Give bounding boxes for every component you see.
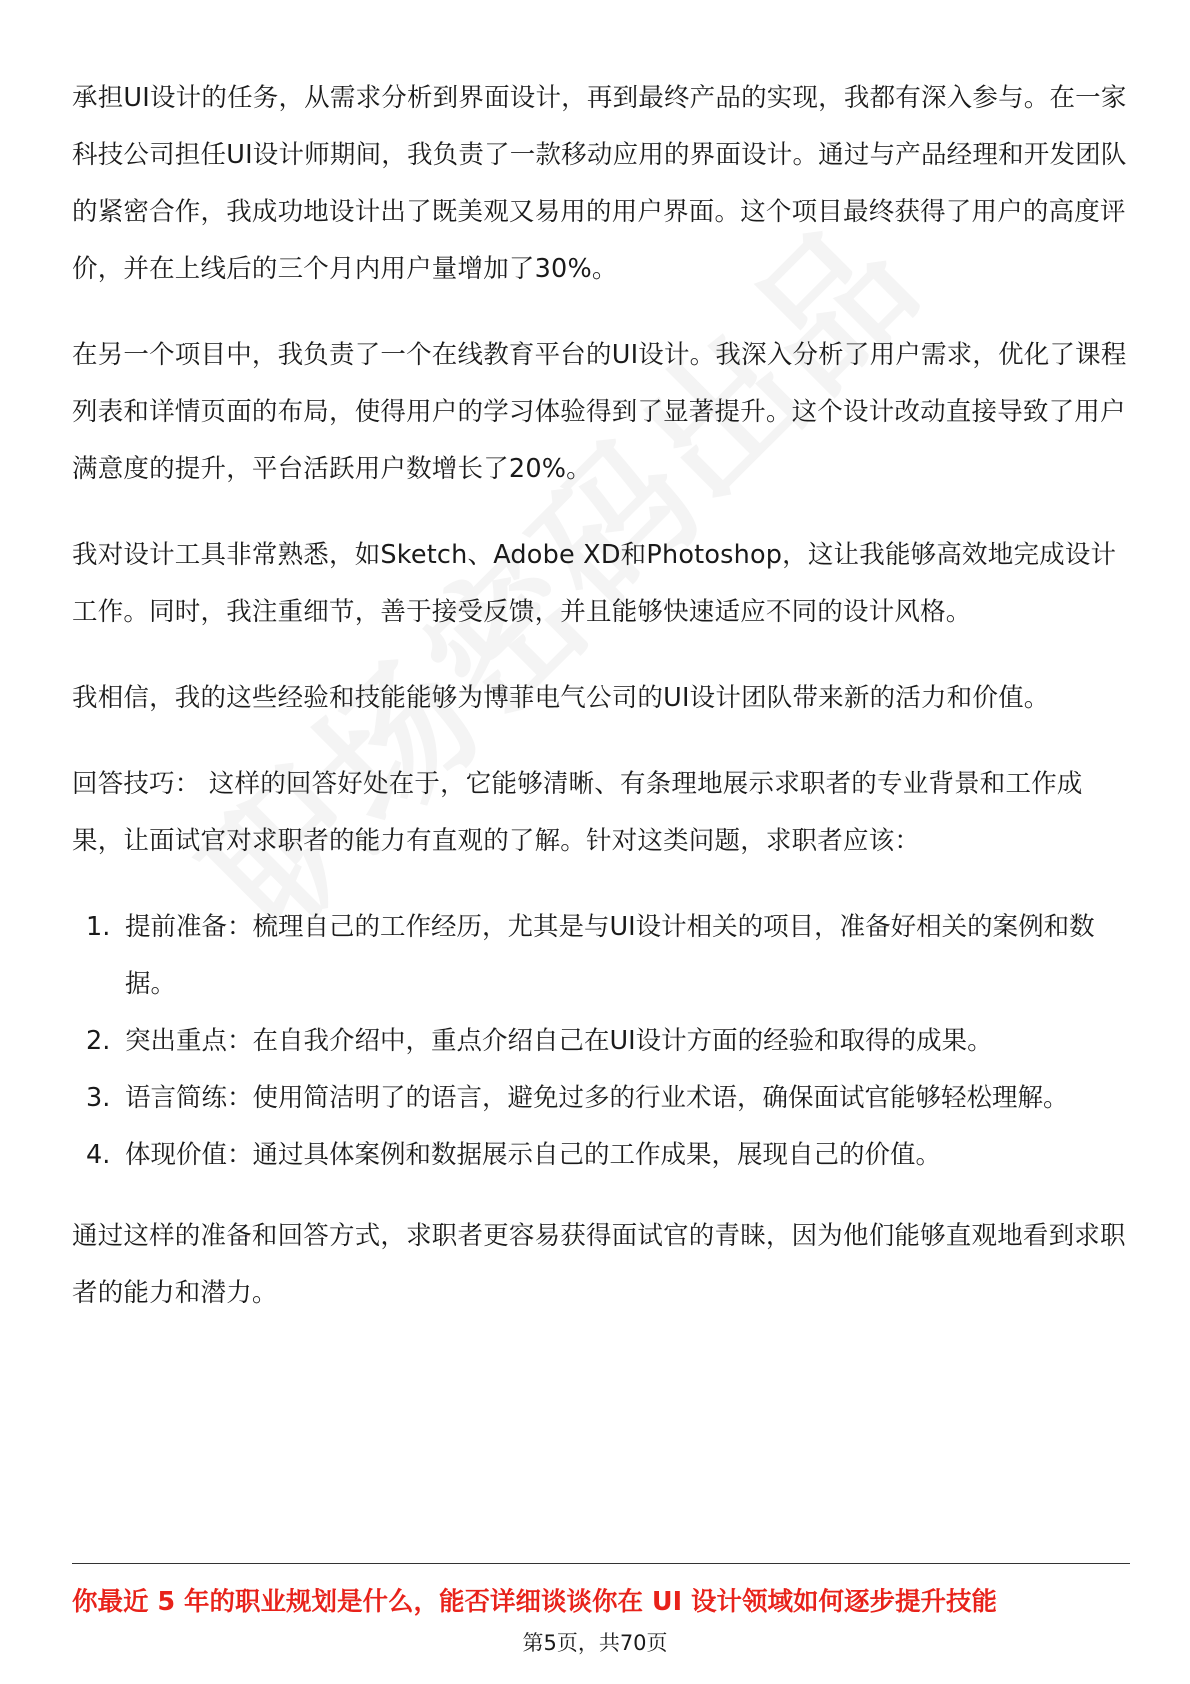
paragraph-belief: 我相信，我的这些经验和技能能够为博菲电气公司的UI设计团队带来新的活力和价值。	[72, 683, 1050, 713]
list-item	[72, 1070, 1132, 1127]
paragraph-tools: 我对设计工具非常熟悉，如Sketch、Adobe XD和Photoshop，这让我能够高效地完成设计工作。同时，我注重细节，善于接受反馈，并且能够快速适应不同的设计风格。	[72, 540, 1117, 627]
tips-list	[72, 899, 1132, 1184]
list-item-number: 3.	[86, 1083, 111, 1113]
list-item	[72, 1013, 1132, 1070]
list-item-text: 突出重点：在自我介绍中，重点介绍自己在UI设计方面的经验和取得的成果。	[125, 1026, 993, 1056]
list-item-number: 1.	[86, 912, 111, 942]
paragraph-conclusion: 通过这样的准备和回答方式，求职者更容易获得面试官的青睐，因为他们能够直观地看到求职者的能力和潜力。	[72, 1221, 1126, 1308]
list-item-number: 2.	[86, 1026, 111, 1056]
paragraph-answer-tips: 回答技巧： 这样的回答好处在于，它能够清晰、有条理地展示求职者的专业背景和工作成果，让面试官对求职者的能力有直观的了解。针对这类问题，求职者应该：	[72, 769, 1083, 856]
list-item	[72, 899, 1132, 1013]
list-item-text: 体现价值：通过具体案例和数据展示自己的工作成果，展现自己的价值。	[125, 1140, 942, 1170]
list-item	[72, 1127, 1132, 1184]
paragraph-experience: 承担UI设计的任务，从需求分析到界面设计，再到最终产品的实现，我都有深入参与。在一家科技公司担任UI设计师期间，我负责了一款移动应用的界面设计。通过与产品经理和开发团队的紧密合作，我成功地设计出了既美观又易用的用户界面。这个项目最终获得了用户的高度评价，并在上线后的三个月内用户量增加了30%。	[72, 83, 1127, 284]
page-number: 第5页，共70页	[522, 1631, 668, 1655]
list-item-text: 提前准备：梳理自己的工作经历，尤其是与UI设计相关的项目，准备好相关的案例和数据。	[125, 912, 1095, 999]
section-divider	[72, 1563, 1130, 1564]
document-body	[72, 70, 1132, 1351]
list-item-number: 4.	[86, 1140, 111, 1170]
next-question-heading: 你最近 5 年的职业规划是什么，能否详细谈谈你在 UI 设计领域如何逐步提升技能	[72, 1587, 997, 1617]
paragraph-education-project: 在另一个项目中，我负责了一个在线教育平台的UI设计。我深入分析了用户需求，优化了课程列表和详情页面的布局，使得用户的学习体验得到了显著提升。这个设计改动直接导致了用户满意度的提升，平台活跃用户数增长了20%。	[72, 340, 1127, 484]
list-item-text: 语言简练：使用简洁明了的语言，避免过多的行业术语，确保面试官能够轻松理解。	[125, 1083, 1069, 1113]
